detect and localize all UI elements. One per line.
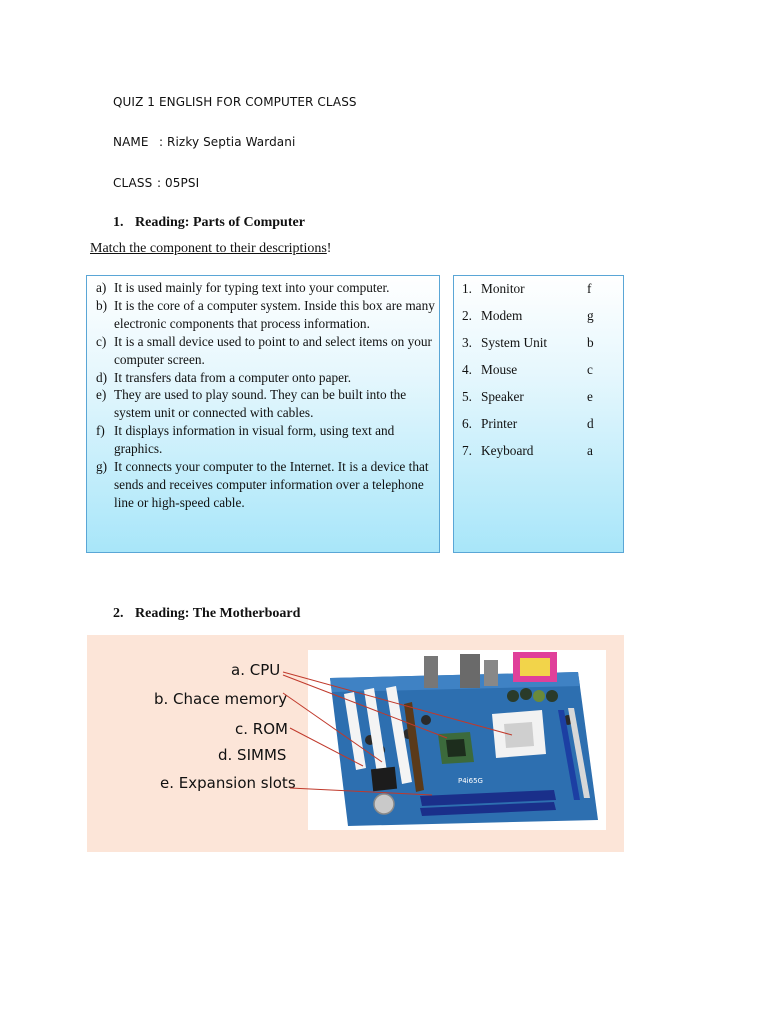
section-2-title: Reading: The Motherboard xyxy=(135,606,301,621)
match-component: System Unit xyxy=(481,335,548,350)
match-row xyxy=(462,335,622,351)
match-answer: e xyxy=(587,389,593,404)
description-text: It is the core of a computer system. Inside this box are many electronic components that process information. xyxy=(114,297,435,331)
match-number: 4. xyxy=(462,362,472,377)
descriptions-box xyxy=(86,275,440,553)
description-key: g) xyxy=(96,459,108,475)
description-key: a) xyxy=(96,280,107,295)
match-answer: a xyxy=(587,443,593,458)
label-simms: d. SIMMS xyxy=(218,746,287,764)
cpu-socket xyxy=(492,710,546,758)
description-item xyxy=(96,422,435,458)
description-key: d) xyxy=(96,369,108,385)
match-component: Modem xyxy=(481,308,523,323)
match-answer: f xyxy=(587,281,592,296)
quiz-title: QUIZ 1 ENGLISH FOR COMPUTER CLASS xyxy=(113,95,357,109)
description-item xyxy=(96,386,435,422)
board-model-text: P4i65G xyxy=(458,777,483,785)
match-answer: g xyxy=(587,308,594,323)
match-row xyxy=(462,443,622,459)
description-key: f) xyxy=(96,423,105,439)
description-item xyxy=(96,297,435,333)
match-number: 3. xyxy=(462,335,472,350)
match-row xyxy=(462,308,622,324)
description-text: It connects your computer to the Internet. It is a device that sends and receives computer information over a telephone line or high-speed cable. xyxy=(114,459,429,510)
section-1-number: 1. xyxy=(113,215,124,230)
match-row xyxy=(462,362,622,378)
description-text: It displays information in visual form, using text and graphics. xyxy=(114,423,395,457)
description-item xyxy=(96,458,435,512)
io-port-usb xyxy=(424,656,438,688)
description-key: b) xyxy=(96,297,108,313)
class-label: CLASS xyxy=(113,176,153,190)
name-line xyxy=(113,135,295,149)
description-text: It is a small device used to point to and select items on your computer screen. xyxy=(114,333,432,367)
label-expansion-slots: e. Expansion slots xyxy=(160,774,296,792)
description-item xyxy=(96,333,435,369)
section-1-title: Reading: Parts of Computer xyxy=(135,215,305,230)
match-component: Printer xyxy=(481,416,518,431)
io-port-audio xyxy=(484,660,498,686)
io-port-lan xyxy=(460,654,480,688)
match-component: Keyboard xyxy=(481,443,534,458)
match-row xyxy=(462,389,622,405)
name-label: NAME xyxy=(113,135,149,149)
match-row xyxy=(462,416,622,432)
southbridge-chip xyxy=(371,767,397,791)
description-key: c) xyxy=(96,333,107,349)
description-text: It is used mainly for typing text into your computer. xyxy=(114,280,390,295)
match-component: Mouse xyxy=(481,362,518,377)
cmos-battery xyxy=(374,794,394,814)
io-port-parallel-pins xyxy=(520,658,550,676)
section-1-heading xyxy=(113,215,305,231)
match-number: 5. xyxy=(462,389,472,404)
label-rom: c. ROM xyxy=(235,720,288,738)
match-answer: b xyxy=(587,335,594,350)
section-2-heading xyxy=(113,606,300,622)
match-number: 6. xyxy=(462,416,472,431)
match-row xyxy=(462,281,622,297)
class-line xyxy=(113,176,199,190)
match-component: Monitor xyxy=(481,281,525,296)
section-2-number: 2. xyxy=(113,606,124,621)
name-value: : Rizky Septia Wardani xyxy=(159,135,296,149)
match-number: 1. xyxy=(462,281,472,296)
match-number: 7. xyxy=(462,443,472,458)
matching-box xyxy=(453,275,624,553)
instruction-text: Match the component to their descriptions xyxy=(90,241,327,256)
match-number: 2. xyxy=(462,308,472,323)
match-component: Speaker xyxy=(481,389,524,404)
description-item xyxy=(96,279,435,297)
match-answer: c xyxy=(587,362,593,377)
label-cache-memory: b. Chace memory xyxy=(154,690,288,708)
label-cpu: a. CPU xyxy=(231,661,281,679)
description-key: e) xyxy=(96,387,107,403)
description-text: It transfers data from a computer onto paper. xyxy=(114,369,352,385)
northbridge-chip xyxy=(438,732,474,764)
description-item xyxy=(96,369,435,387)
instruction-tail: ! xyxy=(326,241,332,256)
description-text: They are used to play sound. They can be built into the system unit or connected with cables. xyxy=(114,387,407,421)
class-value: : 05PSI xyxy=(157,176,200,190)
motherboard-image xyxy=(308,650,606,830)
instruction xyxy=(90,241,331,257)
match-answer: d xyxy=(587,416,594,431)
